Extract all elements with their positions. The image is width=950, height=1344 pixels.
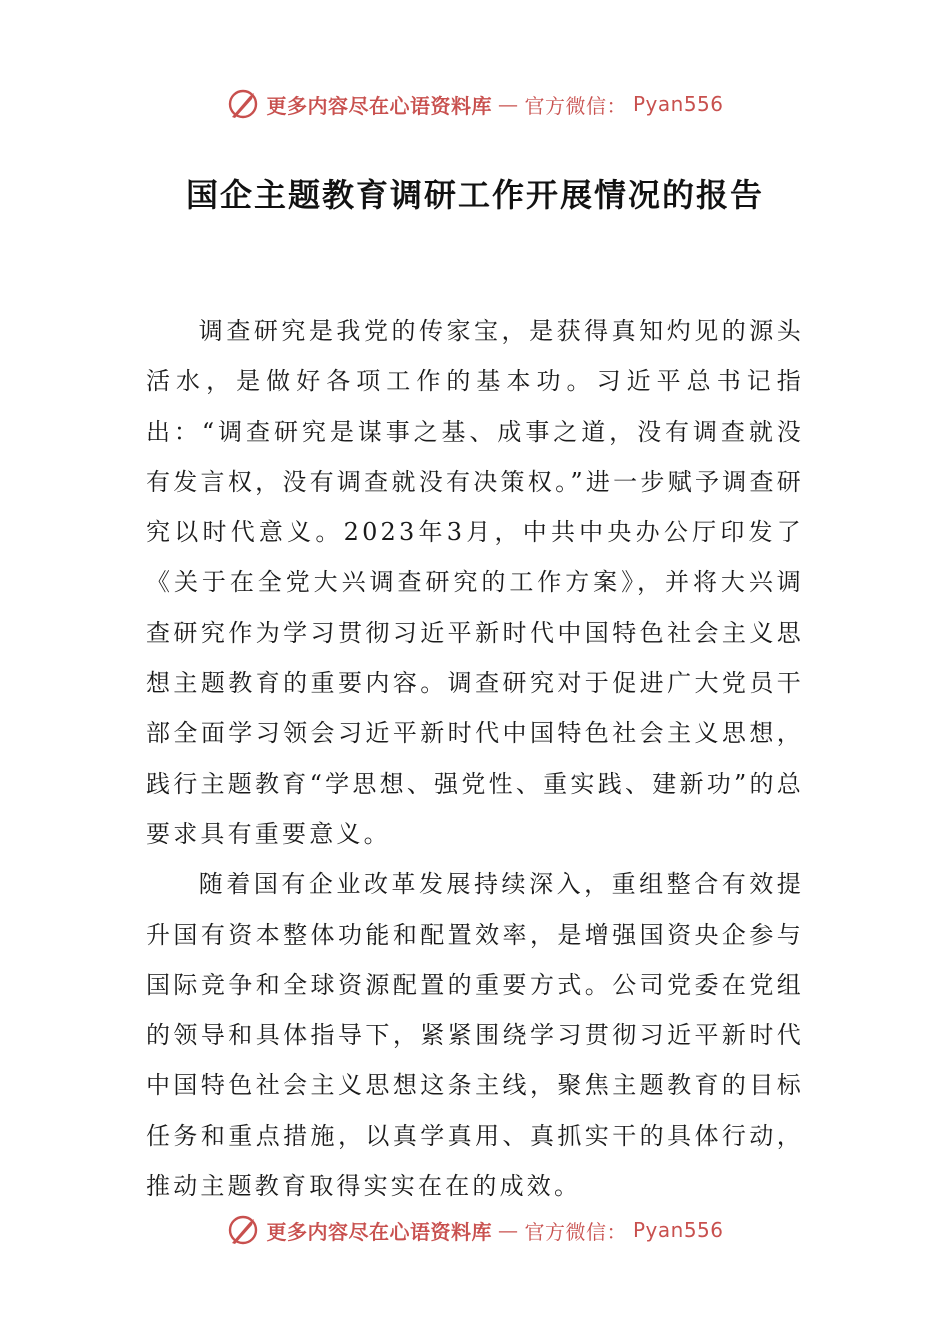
footer-banner (0, 1212, 950, 1248)
paragraph-2: 随着国有企业改革发展持续深入，重组整合有效提升国有资本整体功能和配置效率，是增强国资央企参与国际竞争和全球资源配置的重要方式。公司党委在党组的领导和具体指导下，紧紧围绕学习贯彻习近平新时代中国特色社会主义思想这条主线，聚焦主题教育的目标任务和重点措施，以真学真用、真抓实干的具体行动，推动主题教育取得实实在在的成效。 (146, 870, 804, 1201)
banner-brand-text: 更多内容尽在心语资料库 (266, 93, 492, 118)
banner-separator: — (497, 92, 519, 116)
header-banner (0, 86, 950, 122)
document-body (146, 306, 804, 1211)
banner-separator: — (497, 1218, 519, 1242)
quill-pen-logo-icon (226, 87, 260, 121)
banner-wechat-id: Pyan556 (632, 92, 724, 116)
banner-brand-text: 更多内容尽在心语资料库 (266, 1219, 492, 1244)
document-title: 国企主题教育调研工作开展情况的报告 (185, 176, 764, 214)
banner-wechat-id: Pyan556 (632, 1218, 724, 1242)
banner-wechat-label: 官方微信： (524, 93, 627, 118)
banner-wechat-label: 官方微信： (524, 1219, 627, 1244)
quill-pen-logo-icon (226, 1213, 260, 1247)
paragraph-1: 调查研究是我党的传家宝，是获得真知灼见的源头活水，是做好各项工作的基本功。习近平总书记指出：“调查研究是谋事之基、成事之道，没有调查就没有发言权，没有调查就没有决策权。”进一步赋予调查研究以时代意义。2023年3月，中共中央办公厅印发了《关于在全党大兴调查研究的工作方案》，并将大兴调查研究作为学习贯彻习近平新时代中国特色社会主义思想主题教育的重要内容。调查研究对于促进广大党员干部全面学习领会习近平新时代中国特色社会主义思想，践行主题教育“学思想、强党性、重实践、建新功”的总要求具有重要意义。 (146, 317, 804, 848)
